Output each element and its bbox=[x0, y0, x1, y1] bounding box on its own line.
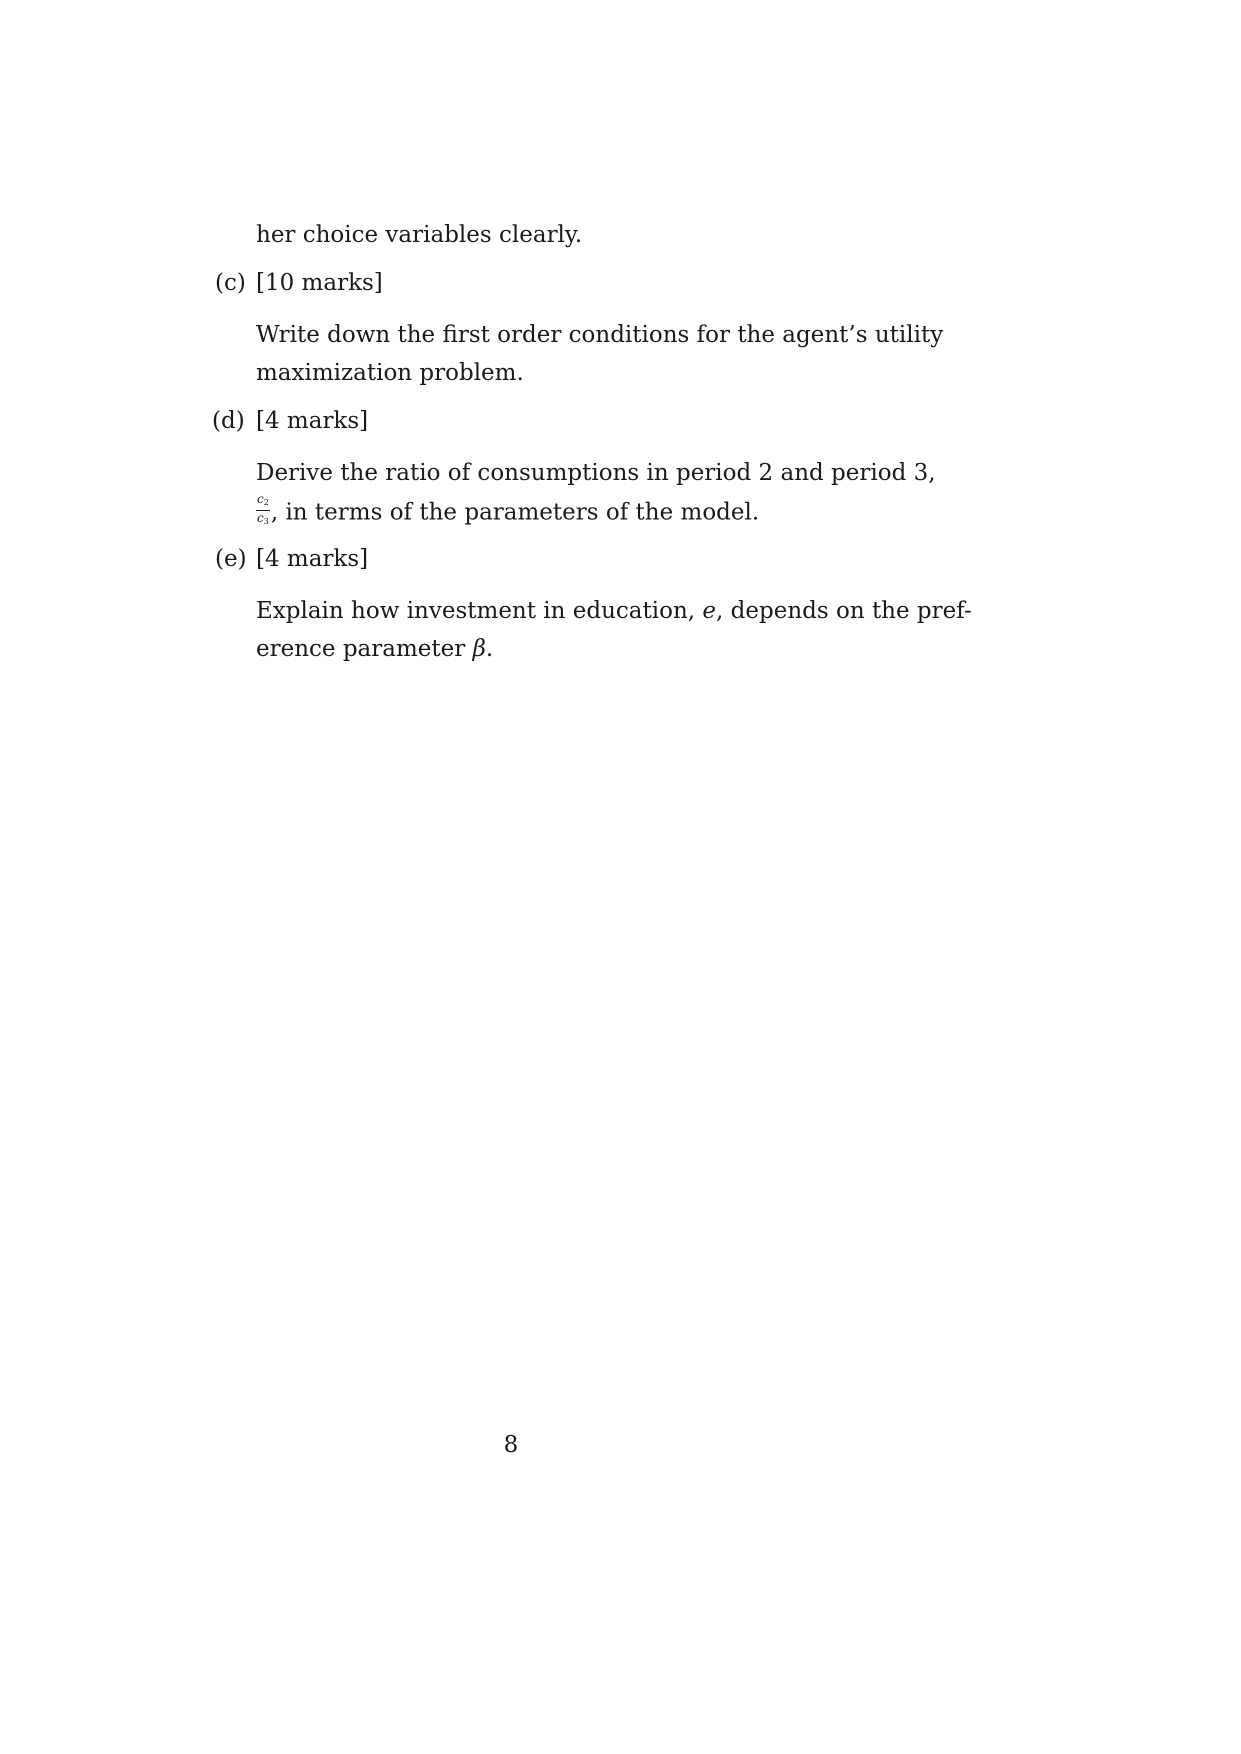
part-e-label: (e) bbox=[215, 546, 247, 572]
page-number: 8 bbox=[503, 1432, 519, 1458]
fraction-numerator: c2 bbox=[256, 493, 270, 511]
part-e-text-line-2 bbox=[256, 634, 493, 664]
part-d-text-line-2 bbox=[256, 492, 760, 531]
part-e-text-line-1 bbox=[256, 596, 972, 626]
part-d-text-line-1: Derive the ratio of consumptions in period 2 and period 3, bbox=[256, 460, 936, 486]
part-c-text-line-1: Write down the first order conditions for the agent’s utility bbox=[256, 322, 944, 348]
part-c-label: (c) bbox=[215, 270, 246, 296]
part-c-marks: [10 marks] bbox=[256, 270, 383, 296]
variable-e: e bbox=[702, 598, 717, 624]
part-e-line-2-post: . bbox=[485, 636, 494, 662]
ratio-fraction bbox=[256, 493, 270, 528]
part-e-marks: [4 marks] bbox=[256, 546, 369, 572]
fraction-denominator: c3 bbox=[257, 511, 269, 526]
part-e-line-1-post: , depends on the pref- bbox=[716, 598, 972, 624]
part-e-line-2-pre: erence parameter bbox=[256, 636, 473, 662]
continuation-text: her choice variables clearly. bbox=[256, 222, 583, 248]
part-c-text-line-2: maximization problem. bbox=[256, 360, 524, 386]
part-d-label: (d) bbox=[212, 408, 245, 434]
part-d-text-line-2-rest: , in terms of the parameters of the model. bbox=[270, 499, 760, 526]
variable-beta: β bbox=[472, 636, 486, 662]
part-d-marks: [4 marks] bbox=[256, 408, 369, 434]
part-e-line-1-pre: Explain how investment in education, bbox=[256, 598, 703, 624]
